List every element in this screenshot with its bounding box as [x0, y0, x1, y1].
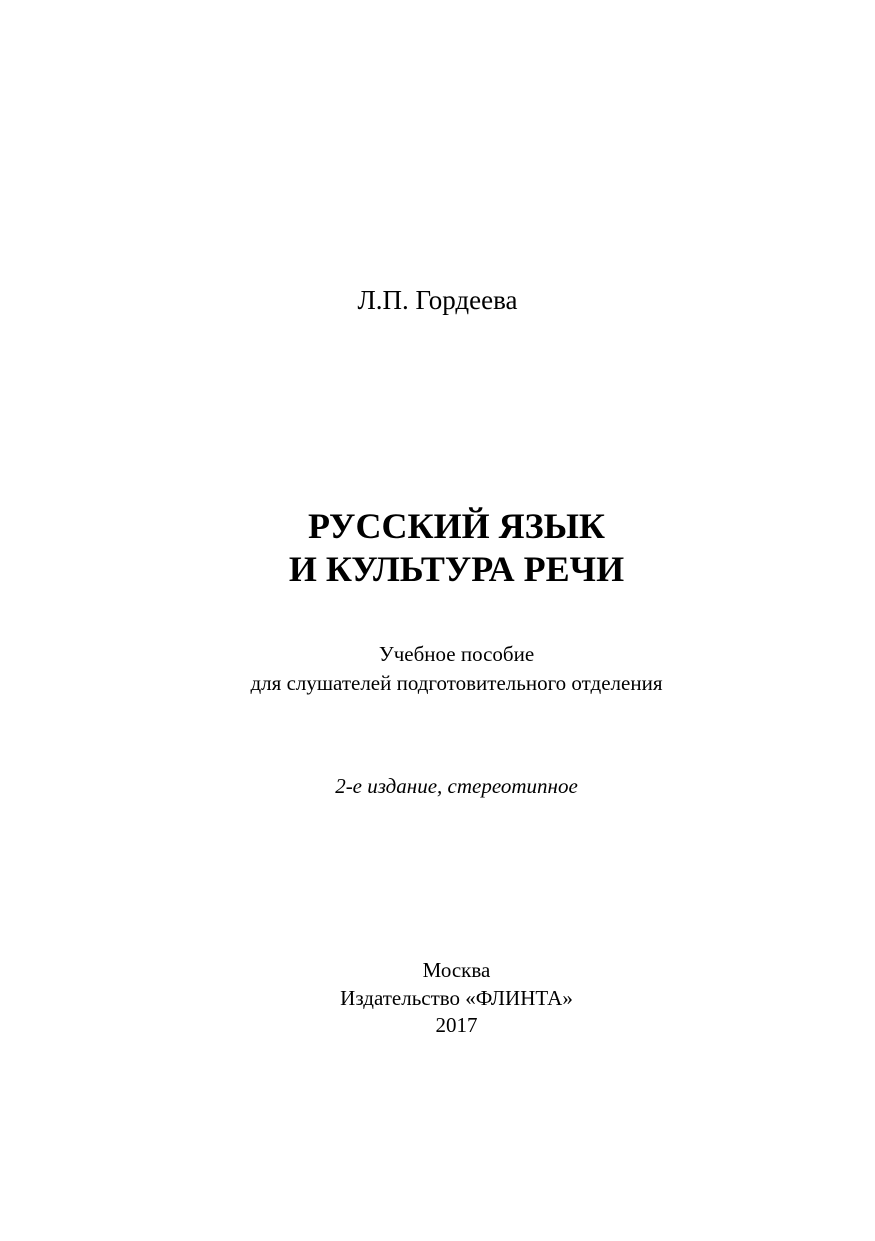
book-subtitle-line-1: Учебное пособие — [378, 642, 535, 666]
book-title-line-2: И КУЛЬТУРА РЕЧИ — [288, 549, 625, 589]
book-title-line-1: РУССКИЙ ЯЗЫК — [307, 506, 606, 546]
imprint-year: 2017 — [435, 1013, 478, 1037]
book-subtitle-line-2: для слушателей подготовительного отделения — [250, 671, 663, 695]
imprint-city: Москва — [422, 958, 491, 982]
author-name: Л.П. Гордеева — [357, 285, 518, 315]
edition-note: 2-е издание, стереотипное — [335, 774, 578, 798]
imprint-publisher: Издательство «ФЛИНТА» — [340, 986, 573, 1010]
